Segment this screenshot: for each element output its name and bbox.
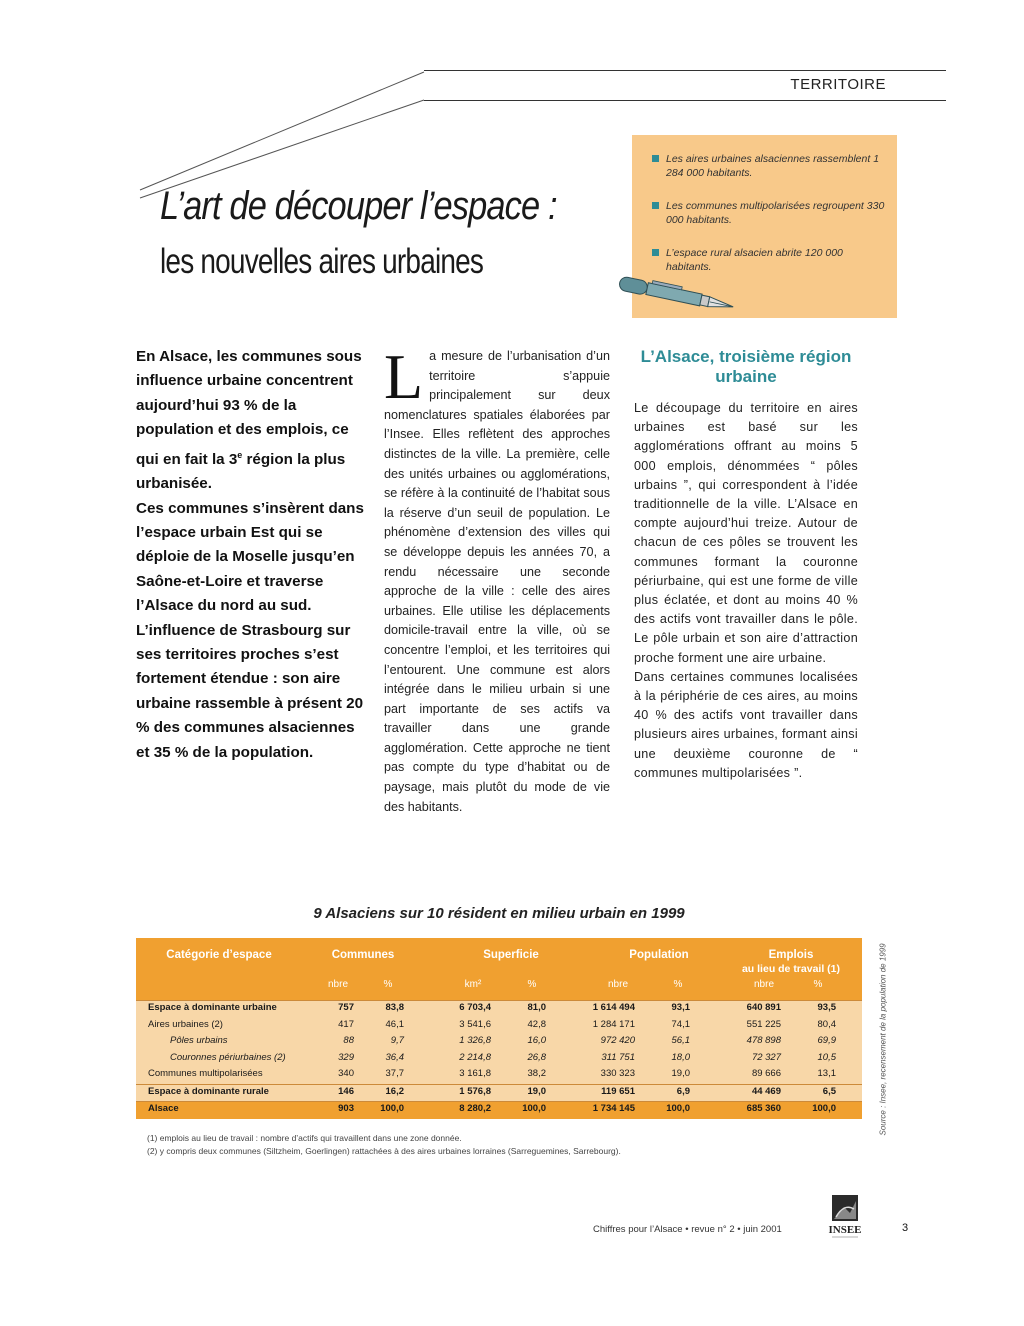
page-number: 3 bbox=[902, 1222, 909, 1234]
table-cell: 10,5 bbox=[817, 1051, 836, 1063]
drop-cap: L bbox=[384, 341, 424, 412]
table-row bbox=[136, 1034, 862, 1051]
table-cell: 80,4 bbox=[817, 1018, 836, 1030]
table-cell: 100,0 bbox=[522, 1103, 546, 1114]
header-emplois-sub: au lieu de travail (1) bbox=[741, 963, 841, 975]
page-title: L’art de découper l’espace : bbox=[160, 184, 557, 228]
table-cell: 551 225 bbox=[746, 1018, 781, 1030]
table-cell: 119 651 bbox=[601, 1085, 635, 1097]
table-row bbox=[136, 1018, 862, 1035]
sidebar-heading: L’Alsace, troisième région urbaine bbox=[640, 347, 852, 386]
header-population: Population bbox=[629, 949, 689, 961]
bullet-square-icon bbox=[652, 155, 659, 162]
table-cell: 757 bbox=[338, 1002, 354, 1013]
table-body bbox=[136, 1000, 862, 1119]
header-category: Catégorie d’espace bbox=[166, 949, 272, 961]
table-cell: 3 161,8 bbox=[459, 1068, 491, 1079]
table-cell: 685 360 bbox=[746, 1103, 781, 1114]
table-row bbox=[136, 1101, 862, 1119]
table-cell: 640 891 bbox=[746, 1002, 781, 1013]
table-cell: 83,8 bbox=[385, 1002, 404, 1013]
subheader-nbre: nbre bbox=[607, 979, 628, 990]
header-emplois: Emplois bbox=[768, 949, 814, 961]
fountain-pen-icon bbox=[610, 272, 745, 322]
table-cell: 72 327 bbox=[751, 1051, 781, 1063]
table-cell: 100,0 bbox=[666, 1103, 690, 1114]
table-cell: 42,8 bbox=[527, 1018, 546, 1030]
table-cell: 93,1 bbox=[671, 1002, 690, 1013]
table-cell: 1 734 145 bbox=[592, 1103, 635, 1114]
table-cell: 478 898 bbox=[746, 1035, 781, 1046]
table-header bbox=[136, 938, 862, 1000]
row-label: Aires urbaines (2) bbox=[148, 1018, 223, 1030]
lead-paragraph: En Alsace, les communes sous influence urbaine concentrent aujourd’hui 93 % de la population et des emplois, ce qui en fait la 3e région la plus urbanisée. Ces communes s’insèrent dans l’espace urbain Est qui se déploie de la Moselle jusqu’en Saône-et-Loire et traverse l’Alsace du nord au sud. L’influence de Strasbourg sur ses territoires proches s’est fortement étendue : son aire urbaine rassemble à présent 20 % des communes alsaciennes et 35 % de la population. bbox=[136, 348, 364, 761]
table-row bbox=[136, 1051, 862, 1068]
table-cell: 6,5 bbox=[822, 1085, 836, 1097]
table-cell: 6 703,4 bbox=[459, 1002, 491, 1013]
table-cell: 89 666 bbox=[751, 1068, 781, 1079]
subheader-pct: % bbox=[383, 979, 393, 990]
table-cell: 100,0 bbox=[380, 1103, 404, 1114]
table-cell: 1 326,8 bbox=[459, 1035, 491, 1046]
table-cell: 13,1 bbox=[817, 1068, 836, 1079]
table-cell: 417 bbox=[338, 1018, 354, 1030]
row-label: Alsace bbox=[148, 1103, 179, 1114]
key-figure-item: Les aires urbaines alsaciennes rassemblent 1 284 000 habitants. bbox=[652, 152, 887, 180]
table-cell: 26,8 bbox=[527, 1051, 546, 1063]
table-cell: 2 214,8 bbox=[459, 1051, 491, 1063]
table-cell: 8 280,2 bbox=[459, 1103, 491, 1114]
table-cell: 1 284 171 bbox=[592, 1018, 635, 1030]
table-title: 9 Alsaciens sur 10 résident en milieu urbain en 1999 bbox=[313, 905, 685, 922]
table-notes: (1) emplois au lieu de travail : nombre d’actifs qui travaillent dans une zone donnée. (2) y compris deux communes (Siltzheim, Goerlingen) rattachées à des aires urbaines lorraines (Sarreguemines, Sarrebourg). bbox=[147, 1133, 621, 1156]
row-label: Couronnes périurbaines (2) bbox=[170, 1051, 286, 1063]
subheader-nbre: nbre bbox=[327, 979, 348, 990]
subheader-km2: km² bbox=[464, 979, 482, 990]
data-table bbox=[136, 938, 862, 1119]
row-label: Espace à dominante urbaine bbox=[148, 1002, 277, 1013]
table-cell: 311 751 bbox=[601, 1051, 635, 1063]
table-cell: 93,5 bbox=[817, 1002, 836, 1013]
table-cell: 19,0 bbox=[671, 1068, 690, 1079]
table-cell: 37,7 bbox=[385, 1068, 404, 1079]
table-cell: 46,1 bbox=[385, 1018, 404, 1030]
table-row bbox=[136, 1000, 862, 1018]
table-cell: 44 469 bbox=[751, 1085, 781, 1097]
table-cell: 69,9 bbox=[817, 1035, 836, 1046]
table-cell: 81,0 bbox=[527, 1002, 546, 1013]
row-label: Espace à dominante rurale bbox=[148, 1085, 269, 1097]
table-cell: 16,0 bbox=[527, 1035, 546, 1046]
page-subtitle: les nouvelles aires urbaines bbox=[160, 242, 484, 281]
header-superficie: Superficie bbox=[483, 949, 539, 961]
table-cell: 3 541,6 bbox=[459, 1018, 491, 1030]
bullet-square-icon bbox=[652, 249, 659, 256]
table-cell: 36,4 bbox=[385, 1051, 404, 1063]
table-cell: 6,9 bbox=[676, 1085, 690, 1097]
row-label: Pôles urbains bbox=[170, 1035, 228, 1046]
insee-logo bbox=[822, 1193, 868, 1241]
table-cell: 56,1 bbox=[671, 1035, 690, 1046]
section-label: TERRITOIRE bbox=[790, 76, 886, 93]
table-row bbox=[136, 1084, 862, 1102]
svg-text:INSEE: INSEE bbox=[828, 1224, 862, 1236]
table-row bbox=[136, 1067, 862, 1084]
row-label: Communes multipolarisées bbox=[148, 1068, 263, 1079]
subheader-pct: % bbox=[527, 979, 537, 990]
table-cell: 146 bbox=[338, 1085, 354, 1097]
table-cell: 340 bbox=[338, 1068, 354, 1079]
table-cell: 100,0 bbox=[812, 1103, 836, 1114]
table-cell: 38,2 bbox=[527, 1068, 546, 1079]
table-cell: 88 bbox=[343, 1035, 354, 1046]
key-figure-item: Les communes multipolarisées regroupent 330 000 habitants. bbox=[652, 199, 887, 227]
subheader-pct: % bbox=[673, 979, 683, 990]
bullet-square-icon bbox=[652, 202, 659, 209]
table-cell: 74,1 bbox=[671, 1018, 690, 1030]
table-cell: 972 420 bbox=[600, 1035, 635, 1046]
subheader-nbre: nbre bbox=[753, 979, 774, 990]
header-communes: Communes bbox=[331, 949, 395, 961]
table-cell: 330 323 bbox=[600, 1068, 635, 1079]
table-cell: 1 576,8 bbox=[459, 1085, 491, 1097]
key-figure-item: L’espace rural alsacien abrite 120 000 habitants. bbox=[652, 246, 887, 274]
body-text-column: La mesure de l’urbanisation d’un territoire s’appuie principalement sur deux nomenclatures spatiales élaborées par l’Insee. Elles reflètent des approches distinctes de la ville. La première, celle des unités urbaines ou agglomérations, se réfère à la continuité de l’habitat sous la réserve d’un seuil de population. Le phénomène d’extension des villes qui se développe depuis les années 70, a rendu nécessaire une seconde approche de la ville : celle des aires urbaines. Elle utilise les déplacements domicile-travail entre la ville, où se concentre l’emploi, et les territoires qui l’entourent. Une commune est alors intégrée dans le milieu urbain si une part importante de ses actifs va travailler dans une grande agglomération. Cette approche ne tient pas compte du type d’habitat ou de paysage, mais plutôt du mode de vie des habitants. bbox=[384, 341, 610, 814]
table-cell: 18,0 bbox=[671, 1051, 690, 1063]
table-cell: 9,7 bbox=[390, 1035, 404, 1046]
table-source: Source : Insee, recensement de la population de 1999 bbox=[878, 943, 888, 1136]
subheader-pct: % bbox=[813, 979, 823, 990]
sidebar-text: Le découpage du territoire en aires urbaines est basé sur les agglomérations offrant au moins 5 000 emplois, dénommées “ pôles urbains ”, qui correspondent à l’idée traditionnelle de la ville. L’Alsace en compte aujourd’hui treize. Autour de chacun de ces pôles se trouvent les communes formant la couronne périurbaine, qui est une forme de ville plus éclatée, et dont au moins 40 % des actifs vont travailler dans le pôle. Le pôle urbain et son aire d’attraction proche forment une aire urbaine. Dans certaines communes localisées à la périphérie de ces aires, au moins 40 % des actifs vont travailler dans plusieurs aires urbaines, formant ainsi une deuxième couronne de “ communes multipolarisées ”. bbox=[634, 401, 858, 780]
table-cell: 19,0 bbox=[527, 1085, 546, 1097]
table-cell: 16,2 bbox=[385, 1085, 404, 1097]
publication-footer: Chiffres pour l’Alsace • revue n° 2 • juin 2001 bbox=[593, 1224, 782, 1235]
table-cell: 1 614 494 bbox=[592, 1002, 635, 1013]
table-cell: 903 bbox=[338, 1103, 354, 1114]
table-cell: 329 bbox=[338, 1051, 354, 1063]
